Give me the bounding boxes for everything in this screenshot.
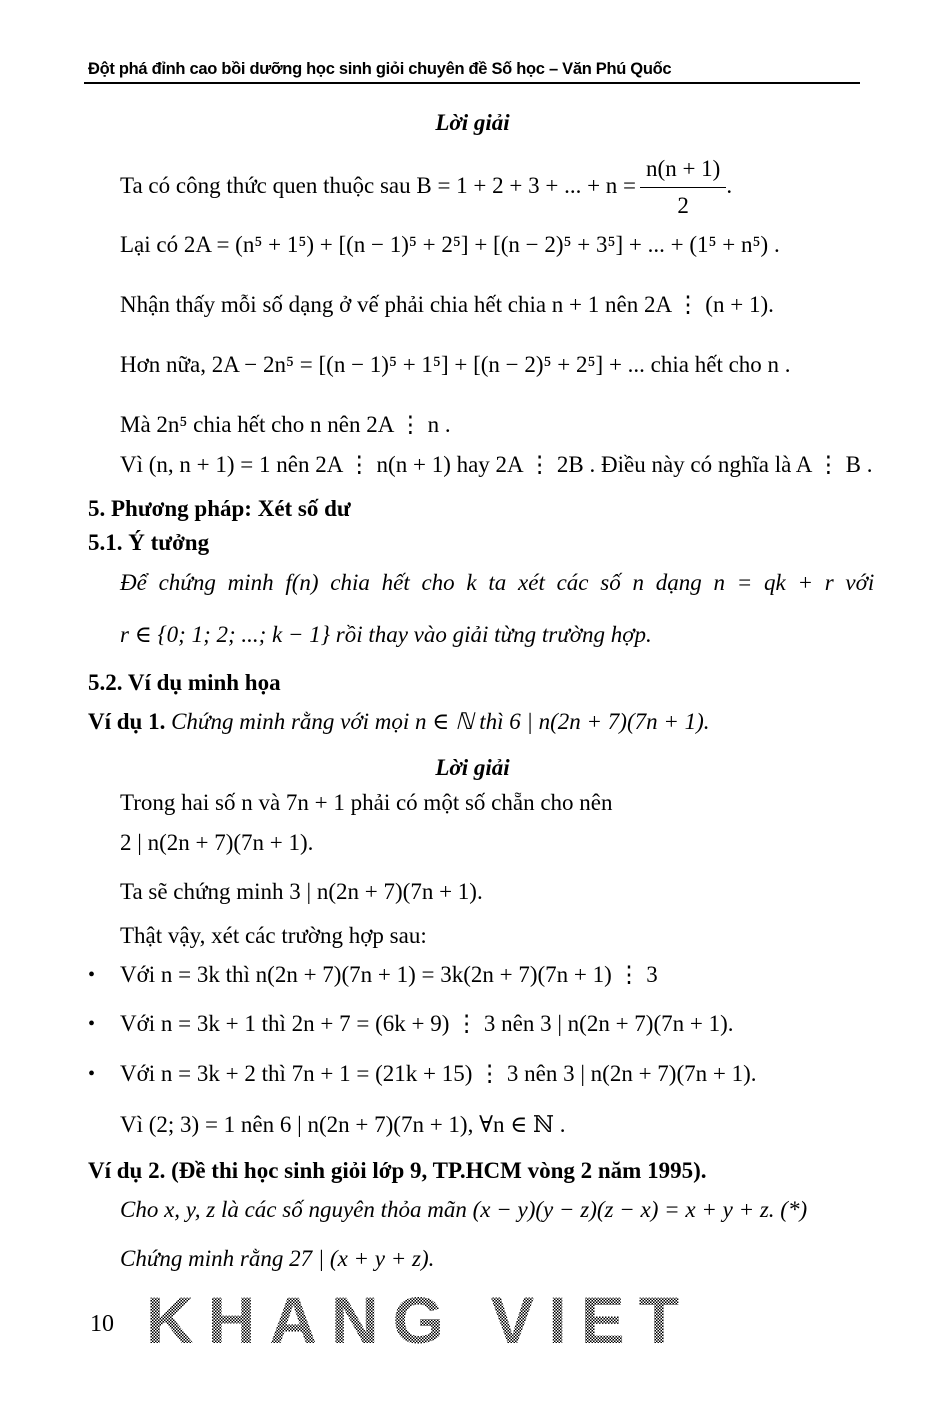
section-5-2-heading: 5.2. Ví dụ minh họa (88, 670, 281, 695)
solution-line-4: Thật vậy, xét các trường hợp sau: (120, 923, 427, 948)
example-1-statement: Chứng minh rằng với mọi n ∈ ℕ thì 6 | n(2n + 7)(7n + 1). (171, 709, 710, 734)
formula-text: Ta có công thức quen thuộc sau B = 1 + 2 + 3 + ... + n = (120, 173, 637, 198)
line-2A: Lại có 2A = (n⁵ + 1⁵) + [(n − 1)⁵ + 2⁵] + [(n − 2)⁵ + 3⁵] + ... + (1⁵ + n⁵) . (120, 232, 780, 257)
example-1-label: Ví dụ 1. (88, 709, 166, 734)
idea-line-2: r ∈ {0; 1; 2; ...; k − 1} rồi thay vào giải từng trường hợp. (120, 622, 652, 647)
bullet-marker: • (88, 964, 96, 986)
idea-line-1: Để chứng minh f(n) chia hết cho k ta xét các số n dạng n = qk + r với (120, 570, 875, 595)
example-2-heading: Ví dụ 2. (Đề thi học sinh giỏi lớp 9, TP.HCM vòng 2 năm 1995). (88, 1158, 707, 1183)
example-2-line-2: Chứng minh rằng 27 | (x + y + z). (120, 1246, 435, 1271)
solution-title: Lời giải (435, 110, 510, 135)
section-5-heading: 5. Phương pháp: Xét số dư (88, 496, 351, 521)
denominator: 2 (677, 193, 689, 219)
bullet-marker: • (88, 1013, 96, 1035)
solution-line-3: Ta sẽ chứng minh 3 | n(2n + 7)(7n + 1). (120, 879, 483, 904)
line-divisible-n1: Nhận thấy mỗi số dạng ở vế phải chia hết chia n + 1 nên 2A ⋮ (n + 1). (120, 292, 774, 317)
solution-title-2: Lời giải (435, 755, 510, 780)
case-2: Với n = 3k + 1 thì 2n + 7 = (6k + 9) ⋮ 3 nên 3 | n(2n + 7)(7n + 1). (120, 1011, 734, 1036)
case-1: Với n = 3k thì n(2n + 7)(7n + 1) = 3k(2n + 7)(7n + 1) ⋮ 3 (120, 962, 658, 987)
bullet-marker: • (88, 1063, 96, 1085)
watermark-logo: KHANG VIET (146, 1283, 694, 1357)
line-divisible-n: Mà 2n⁵ chia hết cho n nên 2A ⋮ n . (120, 412, 451, 437)
example-2-line-1: Cho x, y, z là các số nguyên thỏa mãn (x − y)(y − z)(z − x) = x + y + z. (*) (120, 1197, 808, 1222)
section-5-1-heading: 5.1. Ý tưởng (88, 530, 210, 555)
line-conclusion: Vì (n, n + 1) = 1 nên 2A ⋮ n(n + 1) hay 2A ⋮ 2B . Điều này có nghĩa là A ⋮ B . (120, 452, 873, 477)
fraction (640, 151, 726, 224)
page-number: 10 (90, 1311, 114, 1337)
example-1 (88, 707, 710, 737)
running-header: Đột phá đỉnh cao bồi dưỡng học sinh giỏi chuyên đề Số học – Văn Phú Quốc (88, 60, 672, 78)
line-sum-formula: Ta có công thức quen thuộc sau B = 1 + 2 + 3 + ... + n = $\frac{n(n + 1)}{2}$ . (120, 150, 732, 224)
header-rule (84, 82, 860, 84)
case-3: Với n = 3k + 2 thì 7n + 1 = (21k + 15) ⋮ 3 nên 3 | n(2n + 7)(7n + 1). (120, 1061, 757, 1086)
numerator: n(n + 1) (640, 151, 726, 188)
solution-line-1: Trong hai số n và 7n + 1 phải có một số chẵn cho nên (120, 790, 613, 815)
solution-conclusion: Vì (2; 3) = 1 nên 6 | n(2n + 7)(7n + 1), ∀n ∈ ℕ . (120, 1112, 566, 1137)
line-2A-minus: Hơn nữa, 2A − 2n⁵ = [(n − 1)⁵ + 1⁵] + [(n − 2)⁵ + 2⁵] + ... chia hết cho n . (120, 352, 791, 377)
solution-line-2: 2 | n(2n + 7)(7n + 1). (120, 830, 314, 855)
